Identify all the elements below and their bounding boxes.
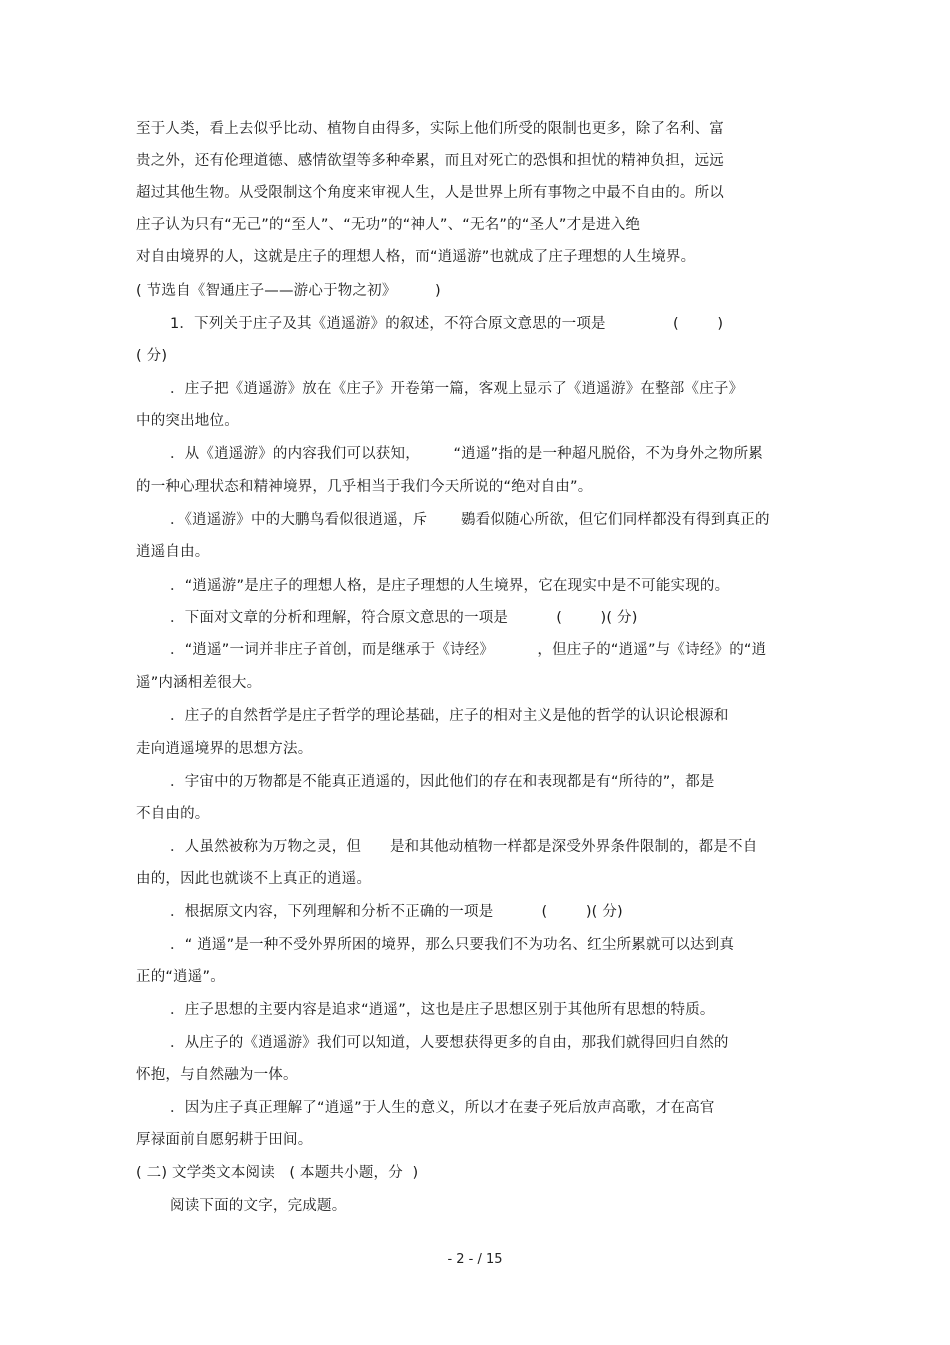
- paragraph-line: 超过其他生物。从受限制这个角度来审视人生，人是世界上所有事物之中最不自由的。所以: [136, 185, 724, 201]
- option-line: 厚禄面前自愿躬耕于田间。: [136, 1132, 313, 1148]
- paragraph-line: 对自由境界的人，这就是庄子的理想人格，而“逍遥游”也就成了庄子理想的人生境界。: [136, 249, 696, 265]
- option-line: 不自由的。: [136, 806, 210, 822]
- option-line: ．庄子把《逍遥游》放在《庄子》开卷第一篇，客观上显示了《逍遥游》在整部《庄子》: [170, 381, 744, 397]
- instruction-line: 阅读下面的文字，完成题。: [170, 1198, 347, 1214]
- option-line: ．庄子思想的主要内容是追求“逍遥”，这也是庄子思想区别于其他所有思想的特质。: [170, 1002, 715, 1018]
- option-line: 正的“逍遥”。: [136, 969, 225, 985]
- option-line: 遥”内涵相差很大。: [136, 675, 262, 691]
- section-heading: ( 二) 文学类文本阅读 ( 本题共小题，分 ): [136, 1165, 419, 1181]
- option-line: ．宇宙中的万物都是不能真正逍遥的，因此他们的存在和表现都是有“所待的”，都是: [170, 774, 715, 790]
- option-line: 中的突出地位。: [136, 413, 239, 429]
- paragraph-line: 贵之外，还有伦理道德、感情欲望等多种牵累，而且对死亡的恐惧和担忧的精神负担，远远: [136, 153, 724, 169]
- option-line: ．“逍遥游”是庄子的理想人格，是庄子理想的人生境界，它在现实中是不可能实现的。: [170, 578, 730, 594]
- option-line: 逍遥自由。: [136, 544, 210, 560]
- option-line: 走向逍遥境界的思想方法。: [136, 741, 313, 757]
- option-line: 的一种心理状态和精神境界，几乎相当于我们今天所说的“绝对自由”。: [136, 479, 593, 495]
- paragraph-line: 至于人类，看上去似乎比动、植物自由得多，实际上他们所受的限制也更多，除了名利、富: [136, 121, 724, 137]
- option-line: 怀抱，与自然融为一体。: [136, 1067, 298, 1083]
- option-line: ．“ 逍遥”是一种不受外界所困的境界，那么只要我们不为功名、红尘所累就可以达到真: [170, 937, 735, 953]
- question-1: 1．下列关于庄子及其《逍遥游》的叙述，不符合原文意思的一项是 ( ): [170, 316, 724, 332]
- question-3: ．根据原文内容，下列理解和分析不正确的一项是 ( )( 分): [170, 904, 623, 920]
- page-number: - 2 - / 15: [447, 1252, 503, 1267]
- option-line: ．从庄子的《逍遥游》我们可以知道，人要想获得更多的自由，那我们就得回归自然的: [170, 1035, 729, 1051]
- option-line: ．从《逍遥游》的内容我们可以获知， “逍遥”指的是一种超凡脱俗，不为身外之物所累: [170, 446, 763, 462]
- option-line: ．“逍遥”一词并非庄子首创，而是继承于《诗经》 ，但庄子的“逍遥”与《诗经》的“逍: [170, 642, 767, 658]
- option-line: ．《逍遥游》中的大鹏鸟看似很逍遥，斥 鷃看似随心所欲，但它们同样都没有得到真正的: [170, 512, 770, 528]
- question-score: ( 分): [136, 348, 168, 364]
- option-line: ．庄子的自然哲学是庄子哲学的理论基础，庄子的相对主义是他的哲学的认识论根源和: [170, 708, 729, 724]
- option-line: ．因为庄子真正理解了“逍遥”于人生的意义，所以才在妻子死后放声高歌，才在高官: [170, 1100, 715, 1116]
- paragraph-line: 庄子认为只有“无己”的“至人”、“无功”的“神人”、“无名”的“圣人”才是进入绝: [136, 217, 641, 233]
- source-citation: ( 节选自《智通庄子——游心于物之初》 ): [136, 283, 441, 299]
- option-line: 由的，因此也就谈不上真正的逍遥。: [136, 871, 372, 887]
- question-2: ．下面对文章的分析和理解，符合原文意思的一项是 ( )( 分): [170, 610, 638, 626]
- option-line: ．人虽然被称为万物之灵，但 是和其他动植物一样都是深受外界条件限制的，都是不自: [170, 839, 758, 855]
